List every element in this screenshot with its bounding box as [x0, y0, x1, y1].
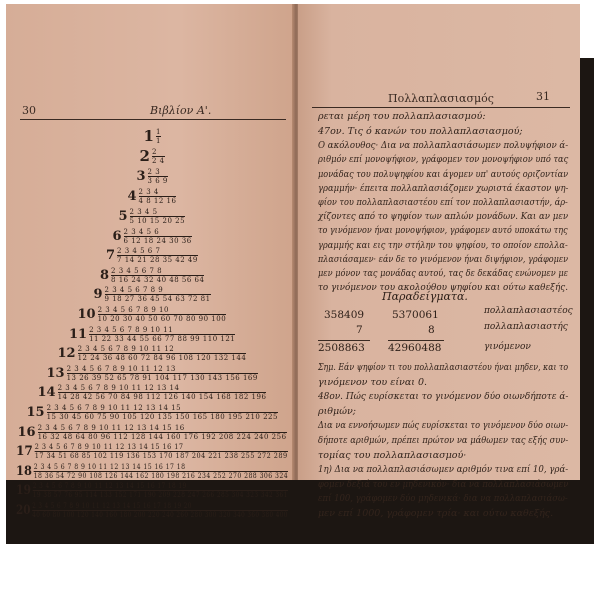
table-row-6: [113, 228, 192, 245]
example-a-multiplier: 7: [356, 324, 363, 336]
example-b-rule: [388, 340, 444, 341]
paragraph-1-line: ριθμόν επί μονοψήφιον, γράφομεν τον μονοψήφιον υπό τας: [318, 154, 569, 166]
row-number: 1: [143, 127, 154, 145]
examples-title: Παραδείγματα.: [382, 290, 468, 303]
row-factors: 2 3 4 5 6 7 8: [111, 266, 163, 275]
row-products: 16 32 48 64 80 96 112 128 144 160 176 192 208 224 240 256: [37, 432, 287, 441]
row-products: 11 22 33 44 55 66 77 88 99 110 121: [89, 334, 236, 343]
row-number: 9: [93, 287, 103, 303]
paragraph-2-line: επί 100, γράφομεν δύο μηδενικά· δια να πολλαπλασιάσω-: [318, 493, 568, 505]
paragraph-1-line: μεν μόνον τας μονάδας αυτού, τας δε δεκάδας ενώνομεν με: [318, 268, 569, 279]
paragraph-1-line: Ο ακόλουθος· Δια να πολλαπλασιάσωμεν πολυψήφιον ά-: [318, 140, 569, 152]
table-row-11: [69, 326, 235, 343]
row-factors: 2 3 4 5 6: [123, 227, 160, 236]
table-row-1: [144, 128, 161, 145]
row-factors: 2 3 4 5 6 7 8 9 10 11 12 13 14 15 16: [37, 423, 185, 432]
table-row-12: [58, 345, 247, 362]
row-factors: 2 3 4 5 6 7 8 9 10 11 12 13 14 15 16 17 18 19: [32, 482, 187, 491]
table-row-4: [128, 188, 177, 205]
example-a-rule: [318, 340, 370, 341]
table-row-17: [16, 443, 288, 460]
table-row-5: [119, 208, 186, 225]
row-factors: 2 3 4 5 6 7 8 9 10 11 12 13 14: [57, 384, 180, 393]
row-number: 4: [127, 189, 137, 204]
table-row-9: [94, 286, 211, 303]
row-products: 4 8 12 16: [138, 197, 177, 205]
left-page-header-title: Βιβλίον Α'.: [150, 104, 212, 117]
label-multiplier: πολλαπλασιαστής: [484, 322, 568, 332]
paragraph-1-line: χίζοντες από το ψηφίον των απλών μονάδων. Και αν μεν: [318, 211, 569, 223]
row-products: 8 16 24 32 40 48 56 64: [111, 275, 205, 284]
row-factors: 2 3: [147, 168, 161, 176]
row-products: 13 26 39 52 65 78 91 104 117 130 143 156 169: [66, 373, 258, 382]
table-row-14: [38, 384, 267, 401]
paragraph-2-line: δήποτε αριθμών, πρέπει πρώτον να μάθωμεν τας εξής συν-: [318, 435, 569, 446]
row-number: 13: [46, 365, 65, 381]
example-a-product: 2508863: [318, 342, 365, 354]
row-products: 40 60 80 100 120 140 160 180 200 220 240 260 280 300 320 340 360 380 400: [32, 511, 288, 519]
paragraph-1-line: φίον του πολλαπλασιαστέου επί τον πολλαπλασιαστήν, άρ-: [318, 197, 568, 208]
paragraph-1-line: μονάδας του πολυψηφίου και άγομεν υπ' αυτούς οριζοντίαν: [318, 168, 569, 180]
label-multiplicand: πολλαπλασιαστέος: [484, 306, 573, 316]
row-products: 17 34 51 68 85 102 119 136 153 170 187 204 221 238 255 272 289: [34, 452, 288, 461]
table-row-18: [16, 463, 288, 480]
table-row-2: [140, 148, 165, 165]
row-products: 18 36 54 72 90 108 126 144 162 180 198 216 234 252 270 288 306 324: [33, 471, 289, 480]
paragraph-1-line: γραμμής και εις την στήλην του ψηφίου, το οποίον επολλα-: [318, 239, 568, 251]
row-number: 20: [16, 503, 31, 518]
row-number: 5: [118, 209, 128, 224]
row-number: 12: [57, 346, 76, 362]
row-factors: 2 3 4 5 6 7 8 9: [104, 286, 164, 295]
row-products: 15 30 45 60 75 90 105 120 135 150 165 180 195 210 225: [46, 413, 278, 421]
row-factors: 2 3 4 5: [129, 208, 158, 216]
row-number: 17: [16, 444, 33, 460]
table-row-7: [106, 247, 198, 264]
table-row-15: [27, 404, 278, 421]
intro-line: ρεται μέρη του πολλαπλασιασμού:: [318, 111, 486, 122]
example-a-multiplicand: 358409: [324, 309, 365, 321]
paragraph-2-line: 1η) Δια να πολλαπλασιάσωμεν αριθμόν τινα επί 10, γρά-: [318, 464, 569, 476]
paragraph-2-line: ριθμών;: [318, 405, 356, 417]
row-number: 14: [37, 385, 56, 401]
paragraph-2-line: φομεν δεξιά του εν μηδενικόν· δια να πολλαπλασιάσωμεν: [318, 478, 569, 490]
row-factors: 2 3 4 5 6 7: [117, 247, 161, 256]
paragraph-1-line: το γινόμενον ήναι μονοψήφιον, γράφομεν αυτό υποκάτω της: [318, 225, 568, 237]
paragraph-2-line: μεν επί 1000, γράφομεν τρία· και ούτω καθεξής.: [318, 508, 554, 519]
row-products: 2 4: [151, 157, 165, 165]
right-page-header-title: Πολλαπλασιασμός: [388, 92, 494, 105]
paragraph-2-line: γινόμενον του είναι 0.: [318, 376, 428, 388]
row-factors: 2 3 4 5 6 7 8 9 10 11 12 13 14 15: [46, 404, 182, 412]
row-number: 3: [136, 169, 146, 184]
left-page-number: 30: [22, 104, 36, 117]
row-number: 18: [16, 463, 32, 479]
row-factors: 2 3 4 5 6 7 8 9 10: [97, 306, 169, 314]
table-row-3: [137, 168, 168, 185]
table-row-8: [100, 267, 204, 284]
row-factors: 2 3 4 5 6 7 8 9 10 11 12 13 14 15 16 17 18: [33, 462, 186, 471]
row-number: 11: [69, 326, 88, 342]
row-number: 16: [17, 424, 36, 440]
table-row-19: [16, 482, 288, 499]
row-factors: 2 3 4: [138, 188, 159, 196]
example-b-product: 42960488: [388, 342, 442, 354]
paragraph-1-line: 47ον. Τις ό κανών του πολλαπλασιασμού;: [318, 126, 523, 137]
row-number: 10: [77, 307, 96, 322]
paragraph-2-line: 48ον. Πώς ευρίσκεται το γινόμενον δύο οιωνδήποτε ά-: [318, 391, 569, 403]
paragraph-2-line: τομίας του πολλαπλασιασμού·: [318, 449, 467, 461]
table-row-16: [18, 424, 287, 441]
row-products: 7 14 21 28 35 42 49: [117, 256, 198, 265]
paragraph-1-line: πλασιάσαμεν· εάν δε το γινόμενον ήναι διψήφιον, γράφομεν: [318, 253, 569, 265]
row-factors: 2 3 4 5 6 7 8 9 10 11 12 13: [66, 364, 176, 373]
row-factors: 2: [151, 148, 157, 156]
row-products: 9 18 27 36 45 54 63 72 81: [104, 295, 211, 304]
row-factors: 2 3 4 5 6 7 8 9 10 11: [89, 325, 174, 334]
row-number: 8: [100, 267, 110, 283]
row-factors: 2 3 4 5 6 7 8 9 10 11 12 13 14 15 16 17: [34, 443, 184, 452]
row-products: 19 38 57 76 95 114 133 152 171 190 209 228 247 266 285 304 323 342 361: [32, 491, 288, 500]
table-row-10: [78, 306, 227, 323]
row-number: 15: [26, 405, 45, 420]
row-number: 19: [16, 483, 32, 499]
row-factors: 2 3 4 5 6 7 8 9 10 11 12 13 14 15 16 17 18 19 20: [32, 502, 192, 510]
row-factors: 2 3 4 5 6 7 8 9 10 11 12: [77, 345, 175, 354]
paragraph-1-line: το γινόμενον του ακολούθου ψηφίου και ούτω καθεξής.: [318, 282, 569, 294]
row-number: 6: [112, 228, 122, 244]
paragraph-1-line: γραμμήν· έπειτα πολλαπλασιάζομεν χωριστά έκαστον ψη-: [318, 182, 569, 194]
row-number: 7: [106, 248, 116, 264]
right-header-rule: [312, 107, 570, 108]
row-products: 3 6 9: [147, 177, 168, 185]
table-row-20: [16, 502, 288, 519]
left-header-rule: [20, 119, 286, 120]
row-factors: 1: [155, 128, 161, 136]
right-page-number: 31: [536, 90, 550, 103]
paragraph-2-line: Δια να εννοήσωμεν πώς ευρίσκεται το γινόμενον δύο οιων-: [318, 420, 569, 432]
row-products: 12 24 36 48 60 72 84 96 108 120 132 144: [77, 354, 247, 363]
row-products: 1: [155, 137, 161, 145]
table-row-13: [47, 365, 258, 382]
row-products: 14 28 42 56 70 84 98 112 126 140 154 168 182 196: [57, 393, 267, 402]
row-number: 2: [139, 147, 150, 165]
row-products: 10 20 30 40 50 60 70 80 90 100: [97, 315, 227, 323]
paragraph-2-line: Σημ. Εάν ψηφίον τι του πολλαπλασιαστέου ήναι μηδεν, και το: [318, 362, 569, 373]
example-b-multiplicand: 5370061: [392, 309, 439, 321]
example-b-multiplier: 8: [428, 324, 435, 336]
row-products: 6 12 18 24 30 36: [123, 236, 192, 245]
label-product: γινόμενον: [484, 342, 531, 352]
row-products: 5 10 15 20 25: [129, 217, 186, 225]
